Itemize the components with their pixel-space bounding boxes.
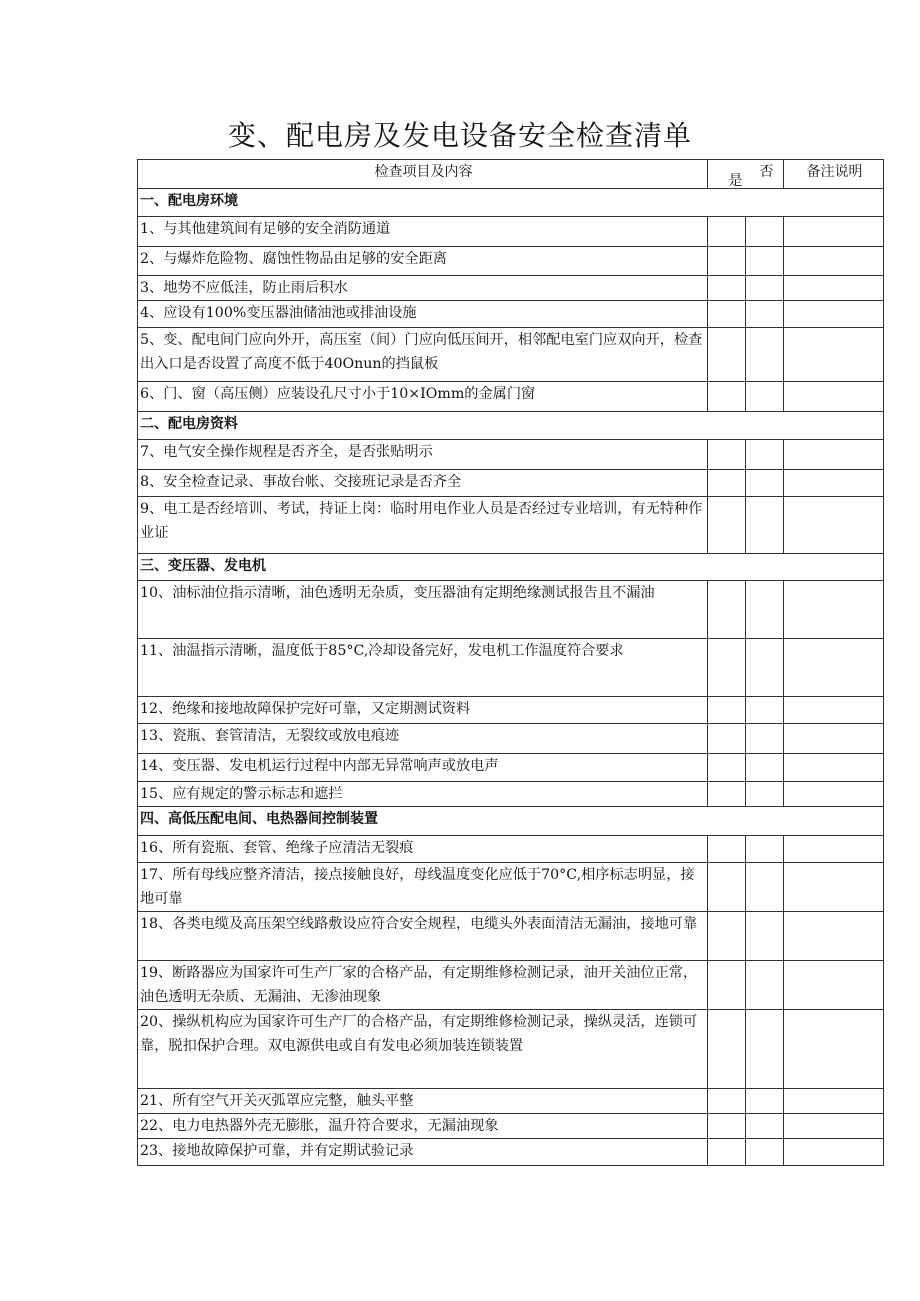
checklist-item-row — [138, 301, 884, 328]
header-yes — [708, 160, 746, 189]
item-text: 16、所有瓷瓶、套管、绝缘子应清洁无裂痕 — [138, 836, 708, 863]
no-cell[interactable] — [746, 697, 784, 724]
yes-cell[interactable] — [708, 581, 746, 639]
checklist-item-row — [138, 497, 884, 554]
no-cell[interactable] — [746, 497, 784, 554]
item-text: 23、接地故障保护可靠，并有定期试验记录 — [138, 1139, 708, 1166]
yes-cell[interactable] — [708, 301, 746, 328]
no-cell[interactable] — [746, 217, 784, 247]
no-cell[interactable] — [746, 328, 784, 382]
remarks-cell[interactable] — [784, 754, 884, 782]
checklist-item-row — [138, 470, 884, 497]
yes-cell[interactable] — [708, 247, 746, 276]
checklist-item-row — [138, 697, 884, 724]
no-cell[interactable] — [746, 1114, 784, 1139]
header-yes-label: 是 — [728, 173, 743, 189]
section-heading: 四、高低压配电间、电热器间控制装置 — [138, 807, 884, 836]
item-text: 2、与爆炸危险物、腐蚀性物品由足够的安全距离 — [138, 247, 708, 276]
section-row — [138, 807, 884, 836]
yes-cell[interactable] — [708, 1114, 746, 1139]
remarks-cell[interactable] — [784, 836, 884, 863]
item-text: 13、瓷瓶、套管清洁，无裂纹或放电痕迹 — [138, 724, 708, 754]
no-cell[interactable] — [746, 961, 784, 1010]
remarks-cell[interactable] — [784, 301, 884, 328]
yes-cell[interactable] — [708, 217, 746, 247]
no-cell[interactable] — [746, 247, 784, 276]
no-cell[interactable] — [746, 754, 784, 782]
item-text: 5、变、配电间门应向外开，高压室（间）门应向低压间开，相邻配电室门应双向开，检查出入口是否设置了高度不低于40Onun的挡鼠板 — [138, 328, 708, 382]
remarks-cell[interactable] — [784, 217, 884, 247]
yes-cell[interactable] — [708, 276, 746, 301]
remarks-cell[interactable] — [784, 639, 884, 697]
checklist-table — [137, 159, 884, 1166]
checklist-item-row — [138, 1010, 884, 1089]
yes-cell[interactable] — [708, 782, 746, 807]
yes-cell[interactable] — [708, 697, 746, 724]
checklist-item-row — [138, 276, 884, 301]
yes-cell[interactable] — [708, 470, 746, 497]
yes-cell[interactable] — [708, 1010, 746, 1089]
remarks-cell[interactable] — [784, 863, 884, 912]
section-row — [138, 412, 884, 440]
remarks-cell[interactable] — [784, 382, 884, 412]
no-cell[interactable] — [746, 581, 784, 639]
yes-cell[interactable] — [708, 1089, 746, 1114]
item-text: 9、电工是否经培训、考试，持证上岗：临时用电作业人员是否经过专业培训，有无特种作业证 — [138, 497, 708, 554]
item-text: 1、与其他建筑间有足够的安全消防通道 — [138, 217, 708, 247]
document-title: 变、配电房及发电设备安全检查清单 — [227, 119, 692, 152]
checklist-item-row — [138, 328, 884, 382]
item-text: 11、油温指示清晰，温度低于85°C,冷却设备完好，发电机工作温度符合要求 — [138, 639, 708, 697]
no-cell[interactable] — [746, 724, 784, 754]
remarks-cell[interactable] — [784, 697, 884, 724]
remarks-cell[interactable] — [784, 581, 884, 639]
remarks-cell[interactable] — [784, 1139, 884, 1166]
header-remarks: 备注说明 — [784, 160, 884, 189]
header-no — [746, 160, 784, 189]
checklist-item-row — [138, 247, 884, 276]
item-text: 14、变压器、发电机运行过程中内部无异常响声或放电声 — [138, 754, 708, 782]
checklist-item-row — [138, 863, 884, 912]
no-cell[interactable] — [746, 1010, 784, 1089]
remarks-cell[interactable] — [784, 328, 884, 382]
remarks-cell[interactable] — [784, 440, 884, 470]
item-text: 22、电力电热器外壳无膨胀，温升符合要求，无漏油现象 — [138, 1114, 708, 1139]
item-text: 15、应有规定的警示标志和遮拦 — [138, 782, 708, 807]
checklist-item-row — [138, 1139, 884, 1166]
checklist-item-row — [138, 836, 884, 863]
yes-cell[interactable] — [708, 961, 746, 1010]
checklist-item-row — [138, 1114, 884, 1139]
remarks-cell[interactable] — [784, 724, 884, 754]
header-row — [138, 160, 884, 189]
no-cell[interactable] — [746, 912, 784, 961]
section-heading: 二、配电房资料 — [138, 412, 884, 440]
checklist-item-row — [138, 782, 884, 807]
yes-cell[interactable] — [708, 440, 746, 470]
item-text: 19、断路器应为国家许可生产厂家的合格产品，有定期维修检测记录，油开关油位正常，油色透明无杂质、无漏油、无渗油现象 — [138, 961, 708, 1010]
item-text: 10、油标油位指示清晰，油色透明无杂质，变压器油有定期绝缘测试报告且不漏油 — [138, 581, 708, 639]
header-content: 检查项目及内容 — [138, 160, 708, 189]
remarks-cell[interactable] — [784, 1010, 884, 1089]
yes-cell[interactable] — [708, 497, 746, 554]
checklist-item-row — [138, 440, 884, 470]
yes-cell[interactable] — [708, 863, 746, 912]
item-text: 18、各类电缆及高压架空线路敷设应符合安全规程，电缆头外表面清洁无漏油，接地可靠 — [138, 912, 708, 961]
yes-cell[interactable] — [708, 912, 746, 961]
yes-cell[interactable] — [708, 328, 746, 382]
no-cell[interactable] — [746, 440, 784, 470]
yes-cell[interactable] — [708, 1139, 746, 1166]
no-cell[interactable] — [746, 276, 784, 301]
yes-cell[interactable] — [708, 724, 746, 754]
remarks-cell[interactable] — [784, 1089, 884, 1114]
checklist-item-row — [138, 724, 884, 754]
no-cell[interactable] — [746, 470, 784, 497]
section-row — [138, 554, 884, 581]
checklist-item-row — [138, 912, 884, 961]
no-cell[interactable] — [746, 382, 784, 412]
checklist-item-row — [138, 639, 884, 697]
checklist-item-row — [138, 1089, 884, 1114]
section-heading: 一、配电房环境 — [138, 189, 884, 217]
remarks-cell[interactable] — [784, 276, 884, 301]
remarks-cell[interactable] — [784, 247, 884, 276]
remarks-cell[interactable] — [784, 497, 884, 554]
item-text: 4、应设有100%变压器油储油池或排油设施 — [138, 301, 708, 328]
yes-cell[interactable] — [708, 836, 746, 863]
item-text: 12、绝缘和接地故障保护完好可靠，又定期测试资料 — [138, 697, 708, 724]
section-row — [138, 189, 884, 217]
remarks-cell[interactable] — [784, 961, 884, 1010]
no-cell[interactable] — [746, 863, 784, 912]
remarks-cell[interactable] — [784, 782, 884, 807]
remarks-cell[interactable] — [784, 912, 884, 961]
no-cell[interactable] — [746, 301, 784, 328]
no-cell[interactable] — [746, 1089, 784, 1114]
item-text: 20、操纵机构应为国家许可生产厂的合格产品，有定期维修检测记录，操纵灵活，连锁可靠，脱扣保护合理。双电源供电或自有发电必须加装连锁装置 — [138, 1010, 708, 1089]
item-text: 3、地势不应低洼，防止雨后积水 — [138, 276, 708, 301]
checklist-item-row — [138, 754, 884, 782]
section-heading: 三、变压器、发电机 — [138, 554, 884, 581]
no-cell[interactable] — [746, 782, 784, 807]
checklist-item-row — [138, 961, 884, 1010]
item-text: 6、门、窗（高压侧）应装设孔尺寸小于10×IOmm的金属门窗 — [138, 382, 708, 412]
yes-cell[interactable] — [708, 639, 746, 697]
checklist-item-row — [138, 217, 884, 247]
checklist-item-row — [138, 382, 884, 412]
item-text: 7、电气安全操作规程是否齐全，是否张贴明示 — [138, 440, 708, 470]
no-cell[interactable] — [746, 1139, 784, 1166]
yes-cell[interactable] — [708, 382, 746, 412]
item-text: 8、安全检查记录、事故台帐、交接班记录是否齐全 — [138, 470, 708, 497]
no-cell[interactable] — [746, 639, 784, 697]
item-text: 17、所有母线应整齐清洁，接点接触良好，母线温度变化应低于70°C,相序标志明显，接地可靠 — [138, 863, 708, 912]
header-no-label: 否 — [759, 164, 774, 180]
no-cell[interactable] — [746, 836, 784, 863]
remarks-cell[interactable] — [784, 470, 884, 497]
remarks-cell[interactable] — [784, 1114, 884, 1139]
item-text: 21、所有空气开关灭弧罩应完整，触头平整 — [138, 1089, 708, 1114]
checklist-item-row — [138, 581, 884, 639]
yes-cell[interactable] — [708, 754, 746, 782]
